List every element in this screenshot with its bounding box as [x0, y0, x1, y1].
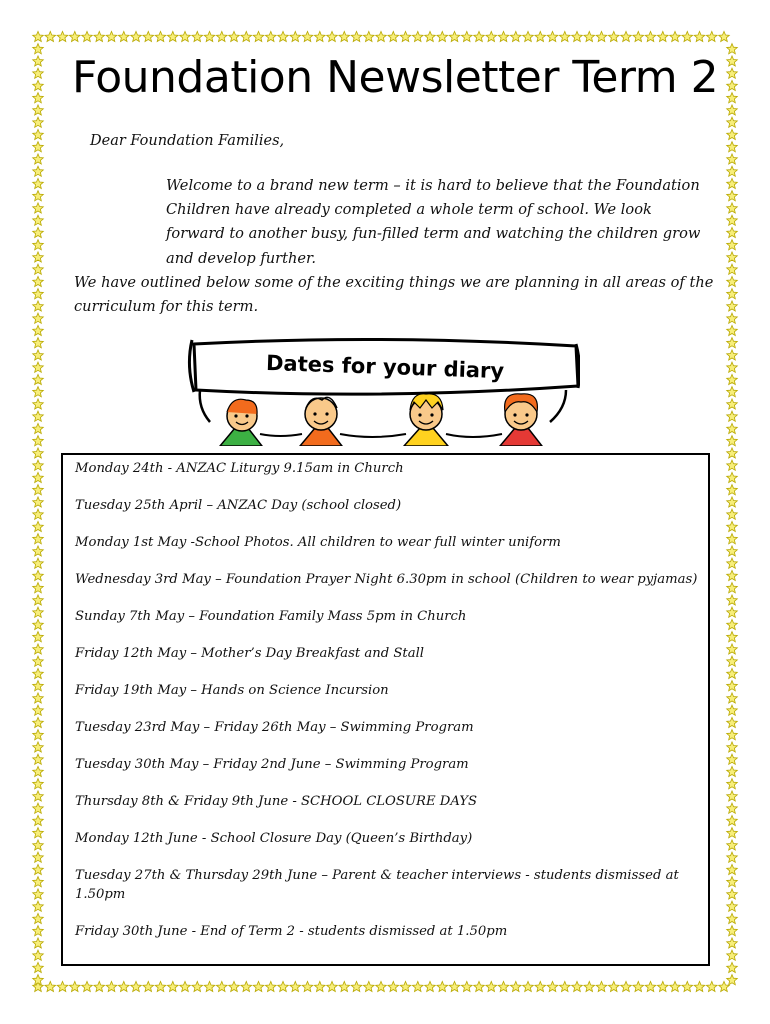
border-star-icon — [302, 981, 313, 991]
child-figure — [300, 397, 342, 446]
border-star-icon — [33, 656, 44, 666]
border-star-icon — [727, 105, 738, 115]
dates-for-your-diary-banner — [180, 330, 580, 446]
border-star-icon — [727, 178, 738, 188]
border-star-icon — [727, 889, 738, 899]
border-star-icon — [727, 583, 738, 593]
border-star-icon — [363, 31, 374, 41]
border-star-icon — [727, 975, 738, 985]
border-star-icon — [727, 815, 738, 825]
border-star-icon — [155, 981, 166, 991]
border-star-icon — [727, 472, 738, 482]
border-star-icon — [33, 717, 44, 727]
border-star-icon — [94, 31, 105, 41]
border-star-icon — [727, 644, 738, 654]
border-star-icon — [33, 203, 44, 213]
border-star-icon — [727, 240, 738, 250]
border-star-icon — [412, 981, 423, 991]
border-star-icon — [535, 981, 546, 991]
border-star-icon — [314, 31, 325, 41]
border-star-icon — [388, 31, 399, 41]
border-star-icon — [302, 31, 313, 41]
border-star-icon — [727, 399, 738, 409]
border-star-icon — [94, 981, 105, 991]
border-star-icon — [645, 981, 656, 991]
border-star-icon — [474, 31, 485, 41]
dates-list — [75, 460, 700, 960]
border-star-icon — [727, 68, 738, 78]
border-star-icon — [727, 289, 738, 299]
border-star-icon — [33, 607, 44, 617]
border-star-icon — [694, 981, 705, 991]
page-title: Foundation Newsletter Term 2 — [72, 52, 719, 103]
border-star-icon — [498, 31, 509, 41]
border-star-icon — [82, 31, 93, 41]
border-star-icon — [33, 240, 44, 250]
border-star-icon — [33, 632, 44, 642]
date-item: Monday 12th June - School Closure Day (Queen’s Birthday) — [75, 831, 473, 846]
border-star-icon — [33, 313, 44, 323]
border-star-icon — [461, 31, 472, 41]
border-star-icon — [33, 901, 44, 911]
border-star-icon — [106, 31, 117, 41]
border-star-icon — [33, 962, 44, 972]
border-star-icon — [204, 981, 215, 991]
border-star-icon — [351, 981, 362, 991]
border-star-icon — [727, 864, 738, 874]
border-star-icon — [727, 325, 738, 335]
border-star-icon — [657, 981, 668, 991]
border-star-icon — [33, 938, 44, 948]
border-star-icon — [727, 681, 738, 691]
border-star-icon — [670, 981, 681, 991]
border-star-icon — [33, 44, 44, 54]
border-star-icon — [33, 227, 44, 237]
border-star-icon — [33, 828, 44, 838]
border-star-icon — [727, 338, 738, 348]
border-star-icon — [33, 252, 44, 262]
border-star-icon — [727, 950, 738, 960]
border-star-icon — [608, 31, 619, 41]
border-star-icon — [33, 105, 44, 115]
border-star-icon — [253, 981, 264, 991]
border-star-icon — [33, 754, 44, 764]
child-figure — [500, 394, 542, 446]
border-star-icon — [33, 338, 44, 348]
border-star-icon — [727, 607, 738, 617]
border-star-icon — [33, 815, 44, 825]
border-star-icon — [727, 730, 738, 740]
border-star-icon — [727, 411, 738, 421]
border-star-icon — [449, 31, 460, 41]
border-star-icon — [412, 31, 423, 41]
border-star-icon — [33, 472, 44, 482]
border-star-icon — [327, 31, 338, 41]
border-star-icon — [33, 779, 44, 789]
border-star-icon — [33, 399, 44, 409]
border-star-icon — [363, 981, 374, 991]
border-star-icon — [727, 521, 738, 531]
border-star-icon — [727, 754, 738, 764]
border-star-icon — [155, 31, 166, 41]
border-star-icon — [278, 981, 289, 991]
border-star-icon — [727, 766, 738, 776]
border-star-icon — [523, 981, 534, 991]
border-star-icon — [449, 981, 460, 991]
border-star-icon — [727, 203, 738, 213]
border-star-icon — [33, 191, 44, 201]
border-star-icon — [498, 981, 509, 991]
border-star-icon — [229, 981, 240, 991]
border-star-icon — [727, 227, 738, 237]
date-item: Tuesday 30th May – Friday 2nd June – Swimming Program — [75, 757, 469, 772]
border-star-icon — [727, 93, 738, 103]
border-star-icon — [727, 509, 738, 519]
border-star-icon — [33, 142, 44, 152]
border-star-icon — [657, 31, 668, 41]
border-star-icon — [33, 31, 44, 41]
border-star-icon — [33, 325, 44, 335]
border-star-icon — [339, 31, 350, 41]
border-star-icon — [727, 448, 738, 458]
border-star-icon — [727, 44, 738, 54]
border-star-icon — [57, 981, 68, 991]
date-item: Tuesday 27th & Thursday 29th June – Parent & teacher interviews - students dismissed at 1.50pm — [75, 868, 679, 902]
date-item: Tuesday 25th April – ANZAC Day (school closed) — [75, 498, 402, 513]
border-star-icon — [727, 938, 738, 948]
border-star-icon — [727, 717, 738, 727]
border-star-icon — [727, 558, 738, 568]
border-star-icon — [559, 31, 570, 41]
border-star-icon — [510, 31, 521, 41]
border-star-icon — [727, 56, 738, 66]
border-star-icon — [33, 178, 44, 188]
border-star-icon — [33, 423, 44, 433]
border-star-icon — [33, 68, 44, 78]
child-figure — [404, 394, 448, 446]
border-star-icon — [143, 981, 154, 991]
border-star-icon — [33, 534, 44, 544]
border-star-icon — [727, 656, 738, 666]
border-star-icon — [33, 521, 44, 531]
border-star-icon — [727, 129, 738, 139]
border-star-icon — [474, 981, 485, 991]
border-star-icon — [33, 436, 44, 446]
border-star-icon — [727, 779, 738, 789]
border-star-icon — [547, 31, 558, 41]
border-star-icon — [33, 595, 44, 605]
border-star-icon — [486, 981, 497, 991]
border-star-icon — [727, 840, 738, 850]
border-star-icon — [33, 154, 44, 164]
border-star-icon — [265, 981, 276, 991]
border-star-icon — [33, 926, 44, 936]
border-star-icon — [727, 117, 738, 127]
greeting: Dear Foundation Families, — [90, 133, 285, 149]
border-star-icon — [572, 31, 583, 41]
border-star-icon — [633, 31, 644, 41]
border-star-icon — [204, 31, 215, 41]
border-star-icon — [33, 460, 44, 470]
border-star-icon — [682, 981, 693, 991]
border-star-icon — [437, 31, 448, 41]
border-star-icon — [33, 668, 44, 678]
border-star-icon — [388, 981, 399, 991]
border-star-icon — [584, 31, 595, 41]
border-star-icon — [33, 852, 44, 862]
border-star-icon — [180, 981, 191, 991]
border-star-icon — [727, 252, 738, 262]
border-star-icon — [727, 387, 738, 397]
date-item: Tuesday 23rd May – Friday 26th May – Swimming Program — [75, 720, 474, 735]
border-star-icon — [33, 681, 44, 691]
intro-paragraph-welcome: Welcome to a brand new term – it is hard to believe that the Foundation Children have already completed a whole term of school. We look forward to another busy, fun-filled term and watching the children grow and develop further. — [166, 177, 701, 267]
border-star-icon — [584, 981, 595, 991]
border-star-icon — [33, 840, 44, 850]
border-star-icon — [241, 981, 252, 991]
border-star-icon — [400, 31, 411, 41]
border-star-icon — [727, 803, 738, 813]
border-star-icon — [33, 411, 44, 421]
border-star-icon — [727, 546, 738, 556]
border-star-icon — [437, 981, 448, 991]
border-star-icon — [376, 31, 387, 41]
border-star-icon — [33, 387, 44, 397]
border-star-icon — [33, 485, 44, 495]
border-star-icon — [727, 301, 738, 311]
border-star-icon — [559, 981, 570, 991]
dates-box — [61, 453, 710, 966]
border-star-icon — [33, 264, 44, 274]
border-star-icon — [33, 950, 44, 960]
border-star-icon — [33, 889, 44, 899]
border-star-icon — [33, 913, 44, 923]
border-star-icon — [180, 31, 191, 41]
border-star-icon — [727, 742, 738, 752]
border-star-icon — [33, 877, 44, 887]
border-star-icon — [694, 31, 705, 41]
date-item: Wednesday 3rd May – Foundation Prayer Night 6.30pm in school (Children to wear pyjamas) — [75, 572, 698, 587]
border-star-icon — [265, 31, 276, 41]
border-star-icon — [727, 485, 738, 495]
border-star-icon — [727, 962, 738, 972]
border-star-icon — [727, 436, 738, 446]
border-star-icon — [645, 31, 656, 41]
border-star-icon — [461, 981, 472, 991]
banner-text: Dates for your diary — [265, 350, 505, 384]
border-star-icon — [727, 80, 738, 90]
border-star-icon — [33, 730, 44, 740]
border-star-icon — [229, 31, 240, 41]
border-star-icon — [131, 981, 142, 991]
border-star-icon — [727, 619, 738, 629]
border-star-icon — [727, 877, 738, 887]
border-star-icon — [33, 546, 44, 556]
date-item: Thursday 8th & Friday 9th June - SCHOOL CLOSURE DAYS — [75, 794, 478, 809]
border-star-icon — [621, 31, 632, 41]
border-star-icon — [727, 705, 738, 715]
border-star-icon — [33, 619, 44, 629]
border-star-icon — [33, 558, 44, 568]
border-star-icon — [727, 362, 738, 372]
border-star-icon — [192, 981, 203, 991]
border-star-icon — [143, 31, 154, 41]
border-star-icon — [33, 350, 44, 360]
date-item: Friday 12th May – Mother’s Day Breakfast and Stall — [75, 646, 425, 661]
intro-paragraph-outline: We have outlined below some of the exciting things we are planning in all areas of the curriculum for this term. — [74, 273, 714, 316]
border-star-icon — [523, 31, 534, 41]
border-star-icon — [596, 31, 607, 41]
border-star-icon — [727, 913, 738, 923]
border-star-icon — [69, 31, 80, 41]
border-star-icon — [118, 31, 129, 41]
border-star-icon — [727, 374, 738, 384]
border-star-icon — [131, 31, 142, 41]
border-star-icon — [33, 705, 44, 715]
border-star-icon — [425, 31, 436, 41]
border-star-icon — [727, 570, 738, 580]
border-star-icon — [621, 981, 632, 991]
border-star-icon — [33, 93, 44, 103]
border-star-icon — [33, 129, 44, 139]
border-star-icon — [727, 460, 738, 470]
border-star-icon — [69, 981, 80, 991]
border-star-icon — [33, 864, 44, 874]
border-star-icon — [241, 31, 252, 41]
border-star-icon — [33, 289, 44, 299]
border-star-icon — [425, 981, 436, 991]
border-star-icon — [727, 154, 738, 164]
border-star-icon — [351, 31, 362, 41]
border-star-icon — [45, 981, 56, 991]
border-star-icon — [33, 56, 44, 66]
border-star-icon — [167, 981, 178, 991]
border-star-icon — [727, 423, 738, 433]
border-star-icon — [82, 981, 93, 991]
border-star-icon — [290, 981, 301, 991]
border-star-icon — [106, 981, 117, 991]
border-star-icon — [57, 31, 68, 41]
border-star-icon — [33, 791, 44, 801]
border-star-icon — [727, 926, 738, 936]
date-item: Friday 30th June - End of Term 2 - students dismissed at 1.50pm — [75, 923, 508, 939]
border-star-icon — [633, 981, 644, 991]
border-star-icon — [33, 117, 44, 127]
border-star-icon — [33, 497, 44, 507]
date-item: Monday 1st May -School Photos. All children to wear full winter uniform — [75, 535, 561, 550]
border-star-icon — [33, 276, 44, 286]
border-star-icon — [682, 31, 693, 41]
border-star-icon — [727, 852, 738, 862]
border-star-icon — [727, 264, 738, 274]
border-star-icon — [727, 632, 738, 642]
border-star-icon — [727, 668, 738, 678]
date-item: Friday 19th May – Hands on Science Incursion — [75, 683, 389, 698]
border-star-icon — [727, 693, 738, 703]
border-star-icon — [547, 981, 558, 991]
border-star-icon — [727, 828, 738, 838]
border-star-icon — [216, 31, 227, 41]
border-star-icon — [33, 570, 44, 580]
border-star-icon — [33, 215, 44, 225]
border-star-icon — [33, 644, 44, 654]
border-star-icon — [727, 215, 738, 225]
border-star-icon — [596, 981, 607, 991]
border-star-icon — [510, 981, 521, 991]
border-star-icon — [33, 509, 44, 519]
border-star-icon — [486, 31, 497, 41]
border-star-icon — [33, 374, 44, 384]
border-star-icon — [535, 31, 546, 41]
border-star-icon — [278, 31, 289, 41]
border-star-icon — [719, 981, 730, 991]
border-star-icon — [33, 583, 44, 593]
border-star-icon — [327, 981, 338, 991]
border-star-icon — [167, 31, 178, 41]
border-star-icon — [33, 742, 44, 752]
border-star-icon — [400, 981, 411, 991]
border-star-icon — [33, 693, 44, 703]
date-item: Sunday 7th May – Foundation Family Mass 5pm in Church — [75, 609, 467, 624]
border-star-icon — [33, 166, 44, 176]
border-star-icon — [719, 31, 730, 41]
border-star-icon — [670, 31, 681, 41]
border-star-icon — [727, 166, 738, 176]
border-star-icon — [339, 981, 350, 991]
border-star-icon — [33, 448, 44, 458]
border-star-icon — [706, 31, 717, 41]
border-star-icon — [608, 981, 619, 991]
date-item: Monday 24th - ANZAC Liturgy 9.15am in Church — [75, 461, 404, 476]
border-star-icon — [727, 276, 738, 286]
border-star-icon — [33, 803, 44, 813]
intro-text — [74, 174, 714, 319]
border-star-icon — [727, 791, 738, 801]
border-star-icon — [33, 80, 44, 90]
border-star-icon — [33, 362, 44, 372]
border-star-icon — [572, 981, 583, 991]
border-star-icon — [33, 301, 44, 311]
border-star-icon — [727, 313, 738, 323]
border-star-icon — [727, 350, 738, 360]
border-star-icon — [706, 981, 717, 991]
border-star-icon — [290, 31, 301, 41]
border-star-icon — [33, 766, 44, 776]
border-star-icon — [727, 497, 738, 507]
border-star-icon — [118, 981, 129, 991]
border-star-icon — [727, 901, 738, 911]
border-star-icon — [216, 981, 227, 991]
child-figure — [220, 399, 262, 446]
border-star-icon — [45, 31, 56, 41]
border-star-icon — [727, 534, 738, 544]
border-star-icon — [192, 31, 203, 41]
border-star-icon — [314, 981, 325, 991]
border-star-icon — [253, 31, 264, 41]
border-star-icon — [727, 595, 738, 605]
border-star-icon — [376, 981, 387, 991]
border-star-icon — [727, 191, 738, 201]
border-star-icon — [727, 142, 738, 152]
